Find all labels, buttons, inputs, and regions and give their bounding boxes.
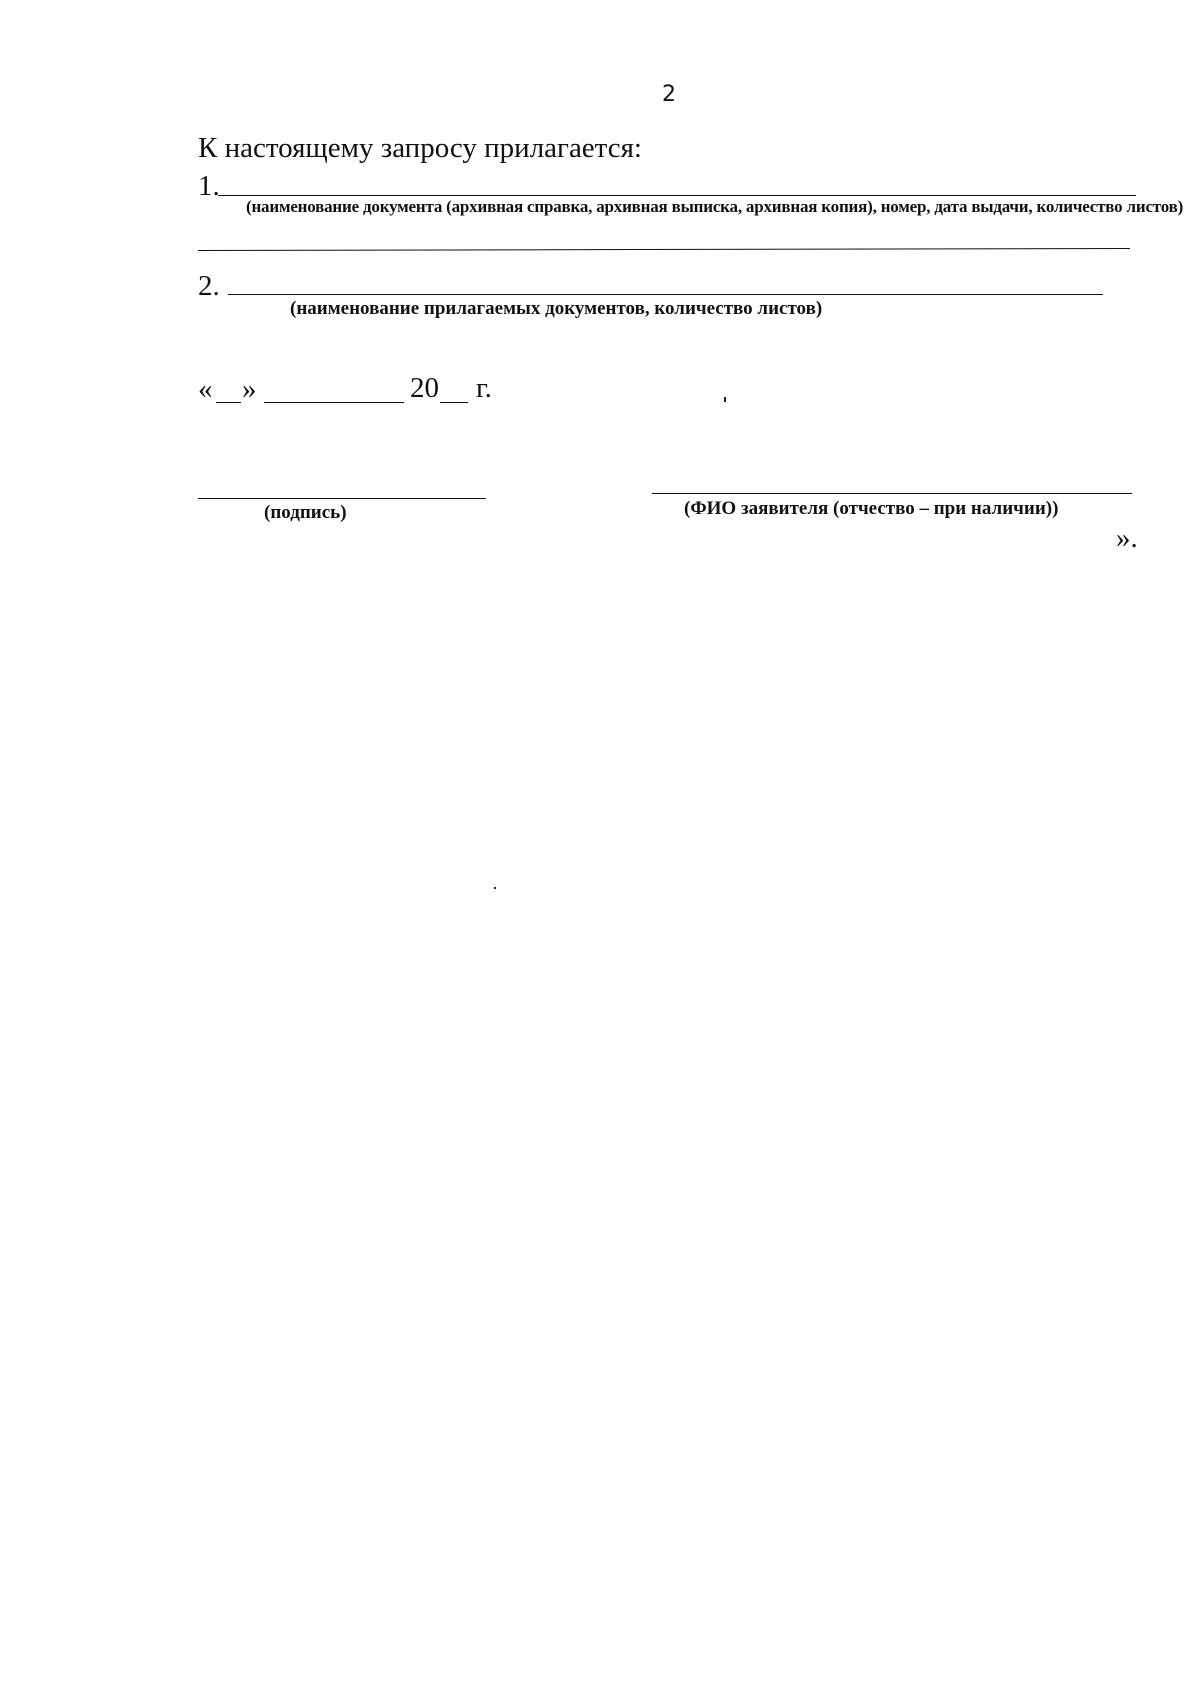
date-open-quote: « [198, 373, 213, 405]
item-1-number: 1. [198, 170, 220, 202]
item-1-fill-line-2[interactable] [198, 248, 1130, 251]
date-day-blank[interactable] [216, 402, 241, 403]
item-2-fill-line[interactable] [228, 294, 1103, 295]
scan-speck [494, 887, 496, 889]
attachments-heading: К настоящему запросу прилагается: [198, 132, 642, 164]
date-year-prefix: 20 [410, 372, 439, 404]
item-1-fill-line[interactable] [218, 195, 1136, 196]
applicant-name-caption: (ФИО заявителя (отчество – при наличии)) [684, 498, 1059, 519]
item-1-caption: (наименование документа (архивная справка, архивная выписка, архивная копия), номер, дата выдачи, количество листов) [246, 197, 1184, 216]
item-2-caption: (наименование прилагаемых документов, количество листов) [290, 298, 823, 319]
scan-speck [724, 397, 726, 402]
item-2-number: 2. [198, 270, 220, 302]
signature-caption: (подпись) [264, 502, 347, 523]
date-month-blank[interactable] [264, 402, 404, 403]
date-close-quote: » [242, 373, 257, 405]
date-year-blank[interactable] [440, 402, 468, 403]
page-number: 2 [662, 82, 676, 107]
closing-quote: ». [1116, 522, 1138, 554]
signature-line[interactable] [198, 498, 486, 499]
date-year-suffix: г. [476, 372, 492, 404]
applicant-name-line[interactable] [652, 493, 1132, 494]
